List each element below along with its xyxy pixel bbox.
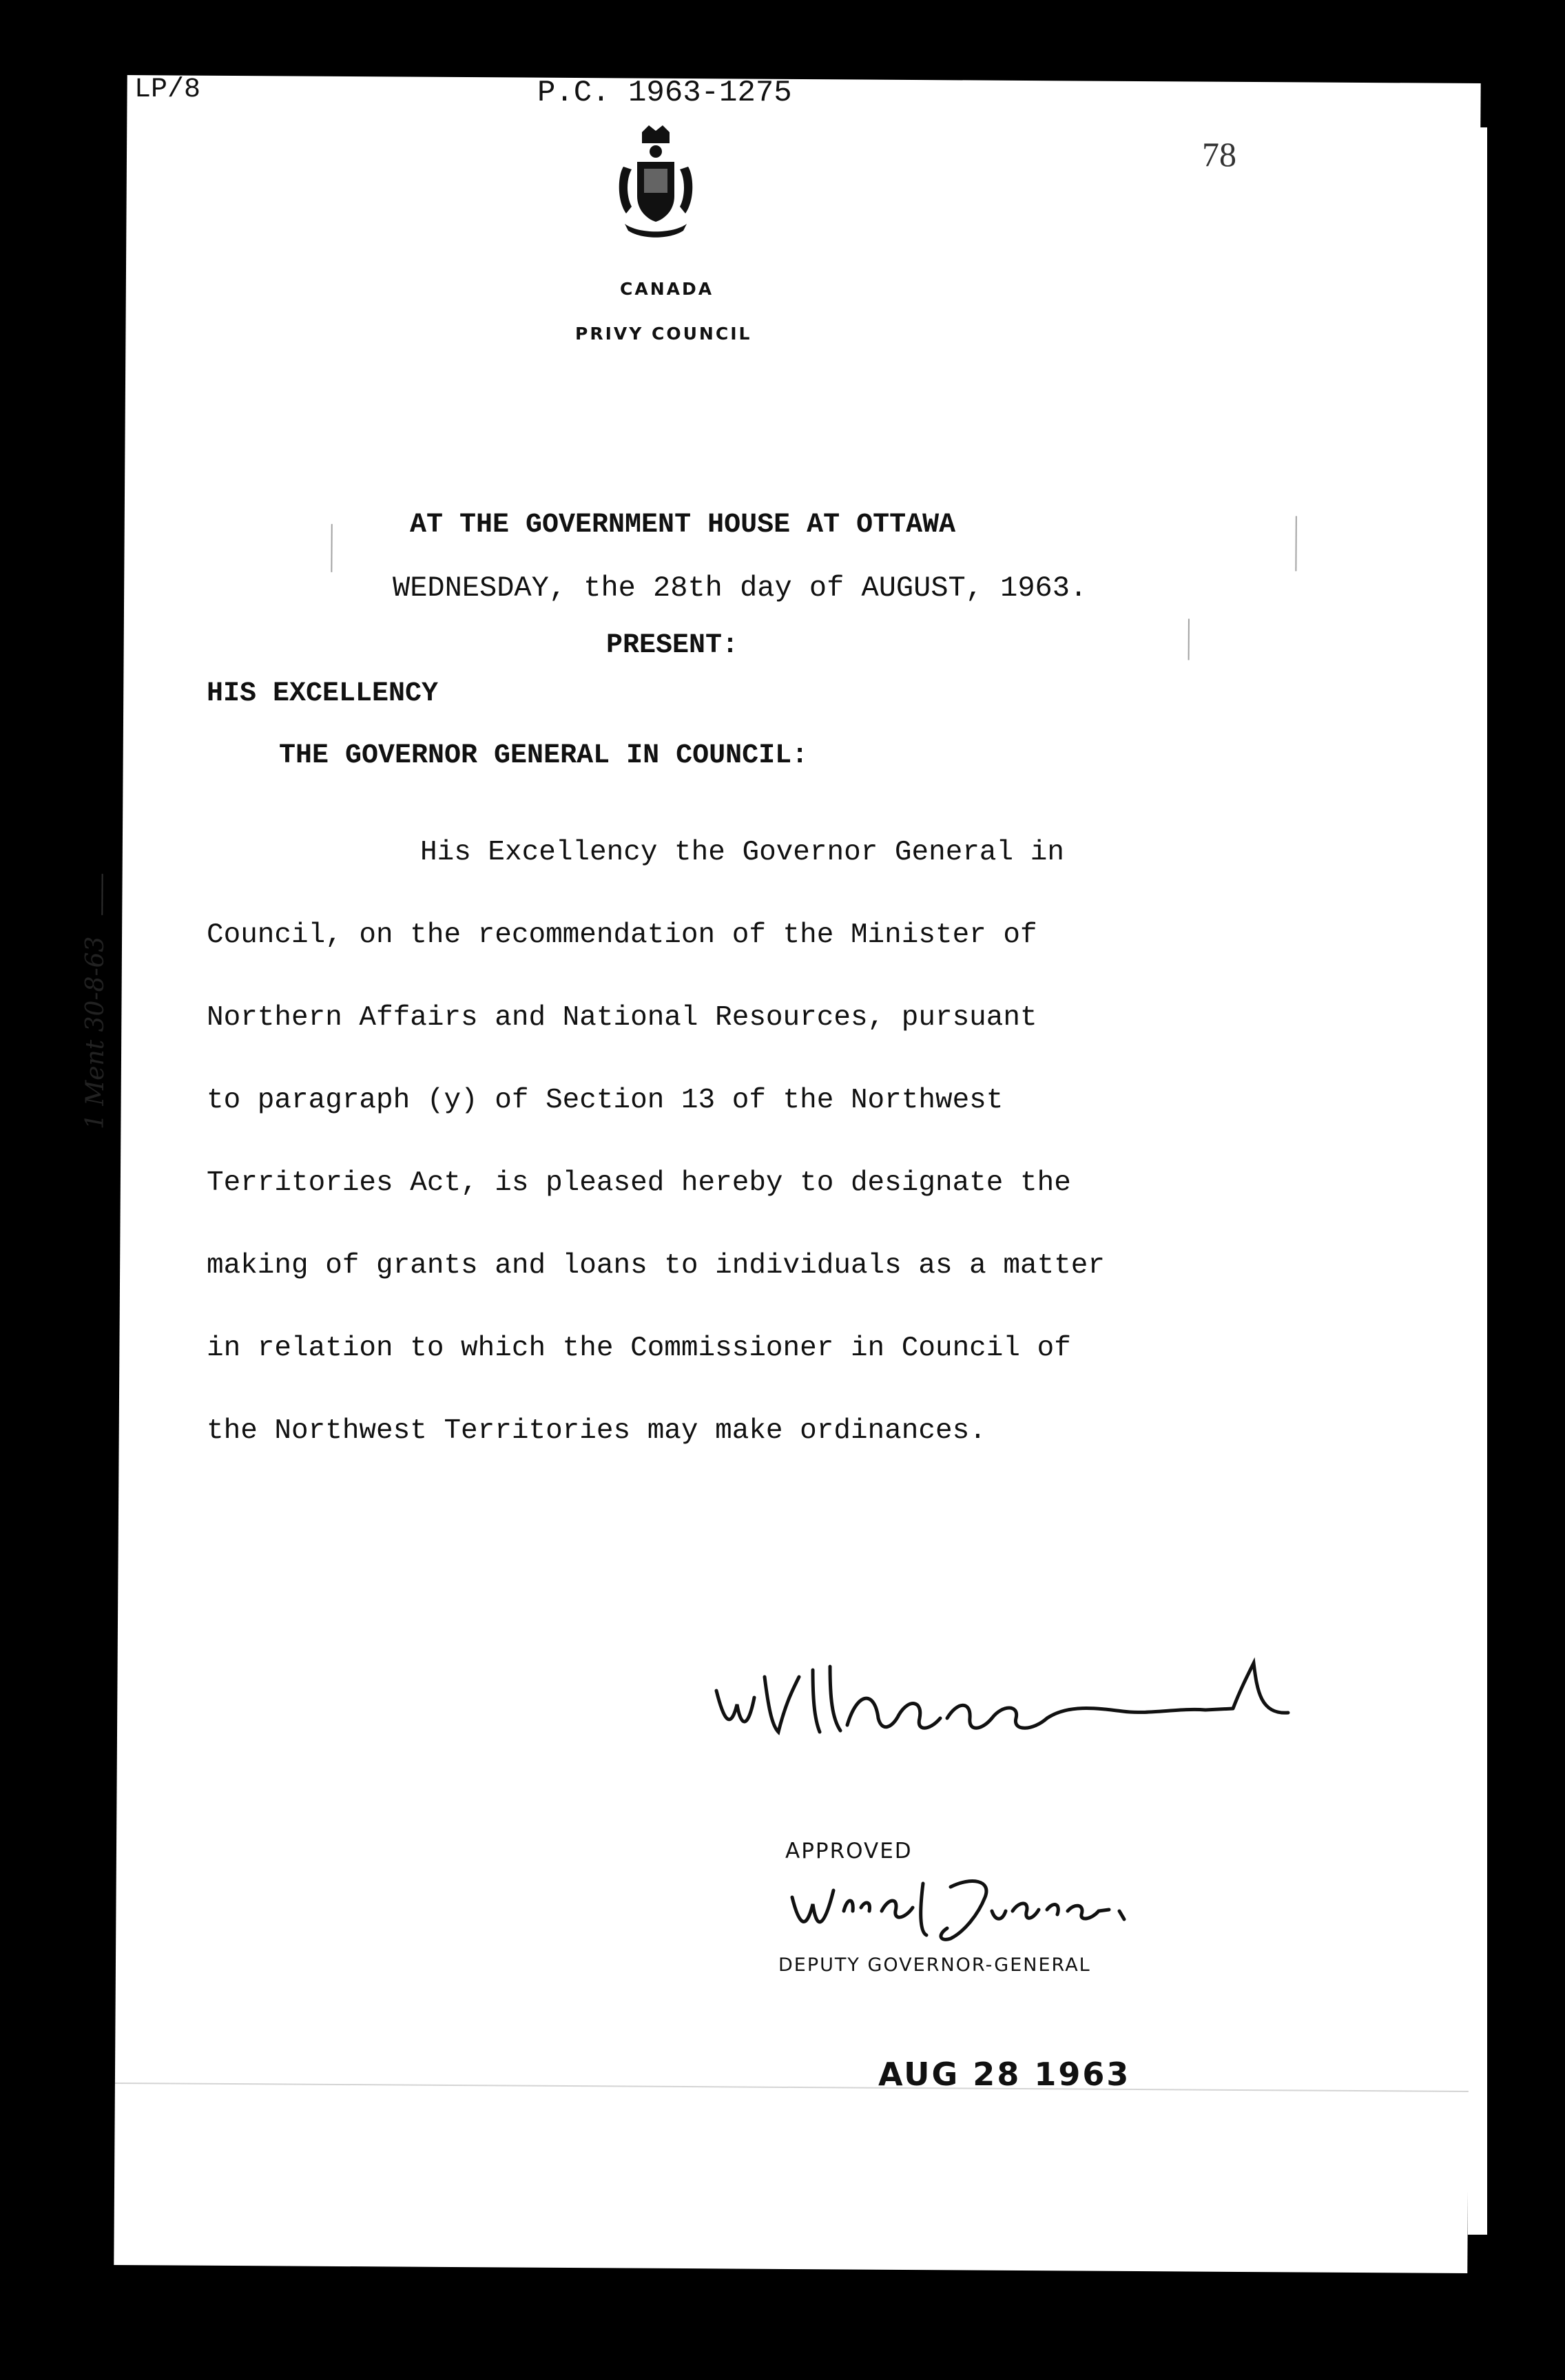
organization-country: CANADA: [620, 279, 714, 299]
body-line: Northern Affairs and National Resources, pursuant: [207, 1002, 1037, 1034]
date-line: WEDNESDAY, the 28th day of AUGUST, 1963.: [393, 572, 1088, 605]
deputy-signature: [785, 1870, 1157, 1952]
body-line: Territories Act, is pleased hereby to designate the: [207, 1167, 1071, 1199]
margin-note: 1 Ment 30-8-63: [81, 936, 110, 1129]
body-line: to paragraph (y) of Section 13 of the Northwest: [207, 1085, 1004, 1116]
order-number: P.C. 1963-1275: [537, 76, 792, 110]
body-line: making of grants and loans to individuals as a matter: [207, 1250, 1106, 1282]
scan-mark: [1188, 618, 1190, 660]
present-label: PRESENT:: [606, 630, 739, 661]
body-line: in relation to which the Commissioner in Council of: [207, 1333, 1071, 1364]
scan-line: [115, 2082, 1469, 2092]
scan-mark: [101, 874, 103, 915]
page-number: 78: [1202, 135, 1236, 174]
coat-of-arms-icon: [611, 124, 701, 241]
body-line: Council, on the recommendation of the Minister of: [207, 919, 1037, 951]
scan-mark: [331, 524, 332, 572]
body-line: the Northwest Territories may make ordinances.: [207, 1415, 986, 1447]
date-stamp: AUG 28 1963: [878, 2056, 1131, 2093]
body-line: His Excellency the Governor General in: [420, 837, 1064, 868]
deputy-title: DEPUTY GOVERNOR-GENERAL: [778, 1954, 1091, 1976]
excellency-heading: HIS EXCELLENCY: [207, 678, 439, 709]
governor-general-heading: THE GOVERNOR GENERAL IN COUNCIL:: [279, 740, 809, 771]
main-signature: [709, 1649, 1364, 1746]
file-reference: LP/8: [134, 74, 201, 105]
approved-label: APPROVED: [785, 1839, 913, 1864]
venue-heading: AT THE GOVERNMENT HOUSE AT OTTAWA: [410, 510, 956, 541]
organization-body: PRIVY COUNCIL: [575, 324, 752, 344]
scan-mark: [1295, 516, 1296, 571]
